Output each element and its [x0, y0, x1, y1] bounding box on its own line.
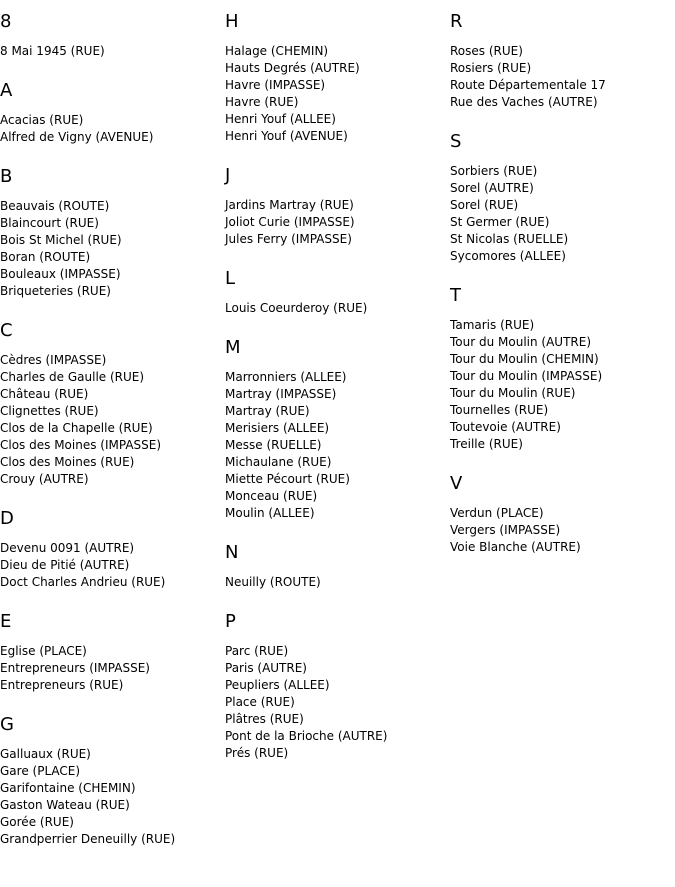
- street-list: [0, 746, 225, 848]
- letter-group: [225, 11, 450, 145]
- index-column: [450, 0, 675, 556]
- street-item: Grandperrier Deneuilly (RUE): [0, 832, 176, 846]
- street-item: Briqueteries (RUE): [0, 284, 111, 298]
- street-item: 8 Mai 1945 (RUE): [0, 44, 105, 58]
- street-item: Bouleaux (IMPASSE): [0, 267, 121, 281]
- street-item: Place (RUE): [225, 695, 295, 709]
- street-item: Clos de la Chapelle (RUE): [0, 421, 153, 435]
- street-item: Paris (AUTRE): [225, 661, 307, 675]
- street-item: Monceau (RUE): [225, 489, 318, 503]
- street-item: Sycomores (ALLEE): [450, 249, 566, 263]
- street-list: [225, 43, 450, 145]
- letter-group: [0, 508, 225, 591]
- letter-group: [0, 166, 225, 300]
- street-list: [0, 43, 225, 60]
- street-item: Devenu 0091 (AUTRE): [0, 541, 135, 555]
- street-item: Marronniers (ALLEE): [225, 370, 347, 384]
- street-item: Gaston Wateau (RUE): [0, 798, 130, 812]
- index-column: [225, 0, 450, 762]
- letter-group: [225, 542, 450, 591]
- street-item: Boran (ROUTE): [0, 250, 91, 264]
- letter-heading: D: [0, 508, 14, 529]
- street-item: Jules Ferry (IMPASSE): [225, 232, 352, 246]
- street-item: Rue des Vaches (AUTRE): [450, 95, 598, 109]
- street-item: Clos des Moines (RUE): [0, 455, 135, 469]
- letter-group: [450, 285, 675, 453]
- letter-group: [0, 320, 225, 488]
- street-item: Prés (RUE): [225, 746, 289, 760]
- letter-heading: S: [450, 131, 462, 152]
- street-item: Sorel (RUE): [450, 198, 519, 212]
- letter-group: [450, 131, 675, 265]
- letter-heading: L: [225, 268, 236, 289]
- street-item: Verdun (PLACE): [450, 506, 544, 520]
- street-item: Henri Youf (AVENUE): [225, 129, 348, 143]
- street-list: [450, 163, 675, 265]
- street-item: Blaincourt (RUE): [0, 216, 99, 230]
- letter-group: [450, 11, 675, 111]
- street-item: Parc (RUE): [225, 644, 289, 658]
- letter-heading: M: [225, 337, 241, 358]
- street-item: Gorée (RUE): [0, 815, 74, 829]
- street-list: [450, 505, 675, 556]
- street-item: Crouy (AUTRE): [0, 472, 89, 486]
- street-list: [450, 317, 675, 453]
- letter-group: [225, 268, 450, 317]
- street-item: Eglise (PLACE): [0, 644, 87, 658]
- street-item: Acacias (RUE): [0, 113, 84, 127]
- street-item: Plâtres (RUE): [225, 712, 304, 726]
- letter-group: [0, 611, 225, 694]
- street-item: Treille (RUE): [450, 437, 523, 451]
- street-item: St Germer (RUE): [450, 215, 550, 229]
- letter-group: [450, 473, 675, 556]
- letter-heading: B: [0, 166, 13, 187]
- letter-heading: J: [225, 165, 231, 186]
- street-item: Sorel (AUTRE): [450, 181, 534, 195]
- street-list: [225, 197, 450, 248]
- letter-group: [225, 611, 450, 762]
- street-list: [0, 352, 225, 488]
- street-list: [0, 198, 225, 300]
- street-item: Merisiers (ALLEE): [225, 421, 330, 435]
- letter-heading: R: [450, 11, 463, 32]
- street-item: Tour du Moulin (IMPASSE): [450, 369, 603, 383]
- street-item: Louis Coeurderoy (RUE): [225, 301, 368, 315]
- letter-heading: H: [225, 11, 239, 32]
- street-item: Neuilly (ROUTE): [225, 575, 321, 589]
- street-item: Peupliers (ALLEE): [225, 678, 330, 692]
- street-item: Henri Youf (ALLEE): [225, 112, 336, 126]
- street-list: [0, 112, 225, 146]
- street-item: Voie Blanche (AUTRE): [450, 540, 581, 554]
- street-item: Roses (RUE): [450, 44, 523, 58]
- street-item: Tour du Moulin (AUTRE): [450, 335, 592, 349]
- street-item: Rosiers (RUE): [450, 61, 532, 75]
- street-item: Garifontaine (CHEMIN): [0, 781, 136, 795]
- street-item: Hauts Degrés (AUTRE): [225, 61, 360, 75]
- street-item: Pont de la Brioche (AUTRE): [225, 729, 388, 743]
- street-item: Tour du Moulin (RUE): [450, 386, 576, 400]
- street-item: Moulin (ALLEE): [225, 506, 315, 520]
- street-item: Clos des Moines (IMPASSE): [0, 438, 162, 452]
- street-list: [225, 574, 450, 591]
- letter-heading: V: [450, 473, 463, 494]
- street-item: Tournelles (RUE): [450, 403, 549, 417]
- street-list: [0, 643, 225, 694]
- street-item: Entrepreneurs (IMPASSE): [0, 661, 150, 675]
- letter-heading: 8: [0, 11, 12, 32]
- letter-heading: A: [0, 80, 13, 101]
- street-item: Route Départementale 17: [450, 78, 606, 92]
- street-item: Galluaux (RUE): [0, 747, 91, 761]
- street-item: Bois St Michel (RUE): [0, 233, 122, 247]
- street-item: Messe (RUELLE): [225, 438, 322, 452]
- street-item: Havre (IMPASSE): [225, 78, 326, 92]
- street-item: Clignettes (RUE): [0, 404, 99, 418]
- street-item: Tour du Moulin (CHEMIN): [450, 352, 599, 366]
- street-item: Alfred de Vigny (AVENUE): [0, 130, 154, 144]
- street-item: Toutevoie (AUTRE): [450, 420, 561, 434]
- street-item: Martray (RUE): [225, 404, 310, 418]
- street-list: [225, 300, 450, 317]
- street-list: [225, 643, 450, 762]
- letter-group: [0, 11, 225, 60]
- street-item: Entrepreneurs (RUE): [0, 678, 124, 692]
- street-item: Dieu de Pitié (AUTRE): [0, 558, 130, 572]
- street-item: Joliot Curie (IMPASSE): [225, 215, 355, 229]
- street-item: Vergers (IMPASSE): [450, 523, 561, 537]
- street-item: Martray (IMPASSE): [225, 387, 337, 401]
- street-list: [450, 43, 675, 111]
- street-item: Michaulane (RUE): [225, 455, 332, 469]
- street-item: Beauvais (ROUTE): [0, 199, 110, 213]
- street-item: Doct Charles Andrieu (RUE): [0, 575, 166, 589]
- letter-heading: G: [0, 714, 14, 735]
- street-list: [0, 540, 225, 591]
- street-item: Sorbiers (RUE): [450, 164, 538, 178]
- letter-group: [225, 165, 450, 248]
- street-item: Tamaris (RUE): [450, 318, 535, 332]
- street-item: Jardins Martray (RUE): [225, 198, 354, 212]
- letter-group: [225, 337, 450, 522]
- letter-heading: E: [0, 611, 12, 632]
- street-item: Gare (PLACE): [0, 764, 81, 778]
- street-item: Havre (RUE): [225, 95, 299, 109]
- street-item: Cèdres (IMPASSE): [0, 353, 107, 367]
- index-column: [0, 0, 225, 848]
- letter-heading: N: [225, 542, 239, 563]
- street-item: Halage (CHEMIN): [225, 44, 329, 58]
- street-item: Charles de Gaulle (RUE): [0, 370, 145, 384]
- street-list: [225, 369, 450, 522]
- street-item: St Nicolas (RUELLE): [450, 232, 569, 246]
- letter-heading: P: [225, 611, 236, 632]
- letter-group: [0, 714, 225, 848]
- letter-heading: T: [450, 285, 461, 306]
- letter-heading: C: [0, 320, 13, 341]
- street-item: Miette Pécourt (RUE): [225, 472, 350, 486]
- street-item: Château (RUE): [0, 387, 89, 401]
- letter-group: [0, 80, 225, 146]
